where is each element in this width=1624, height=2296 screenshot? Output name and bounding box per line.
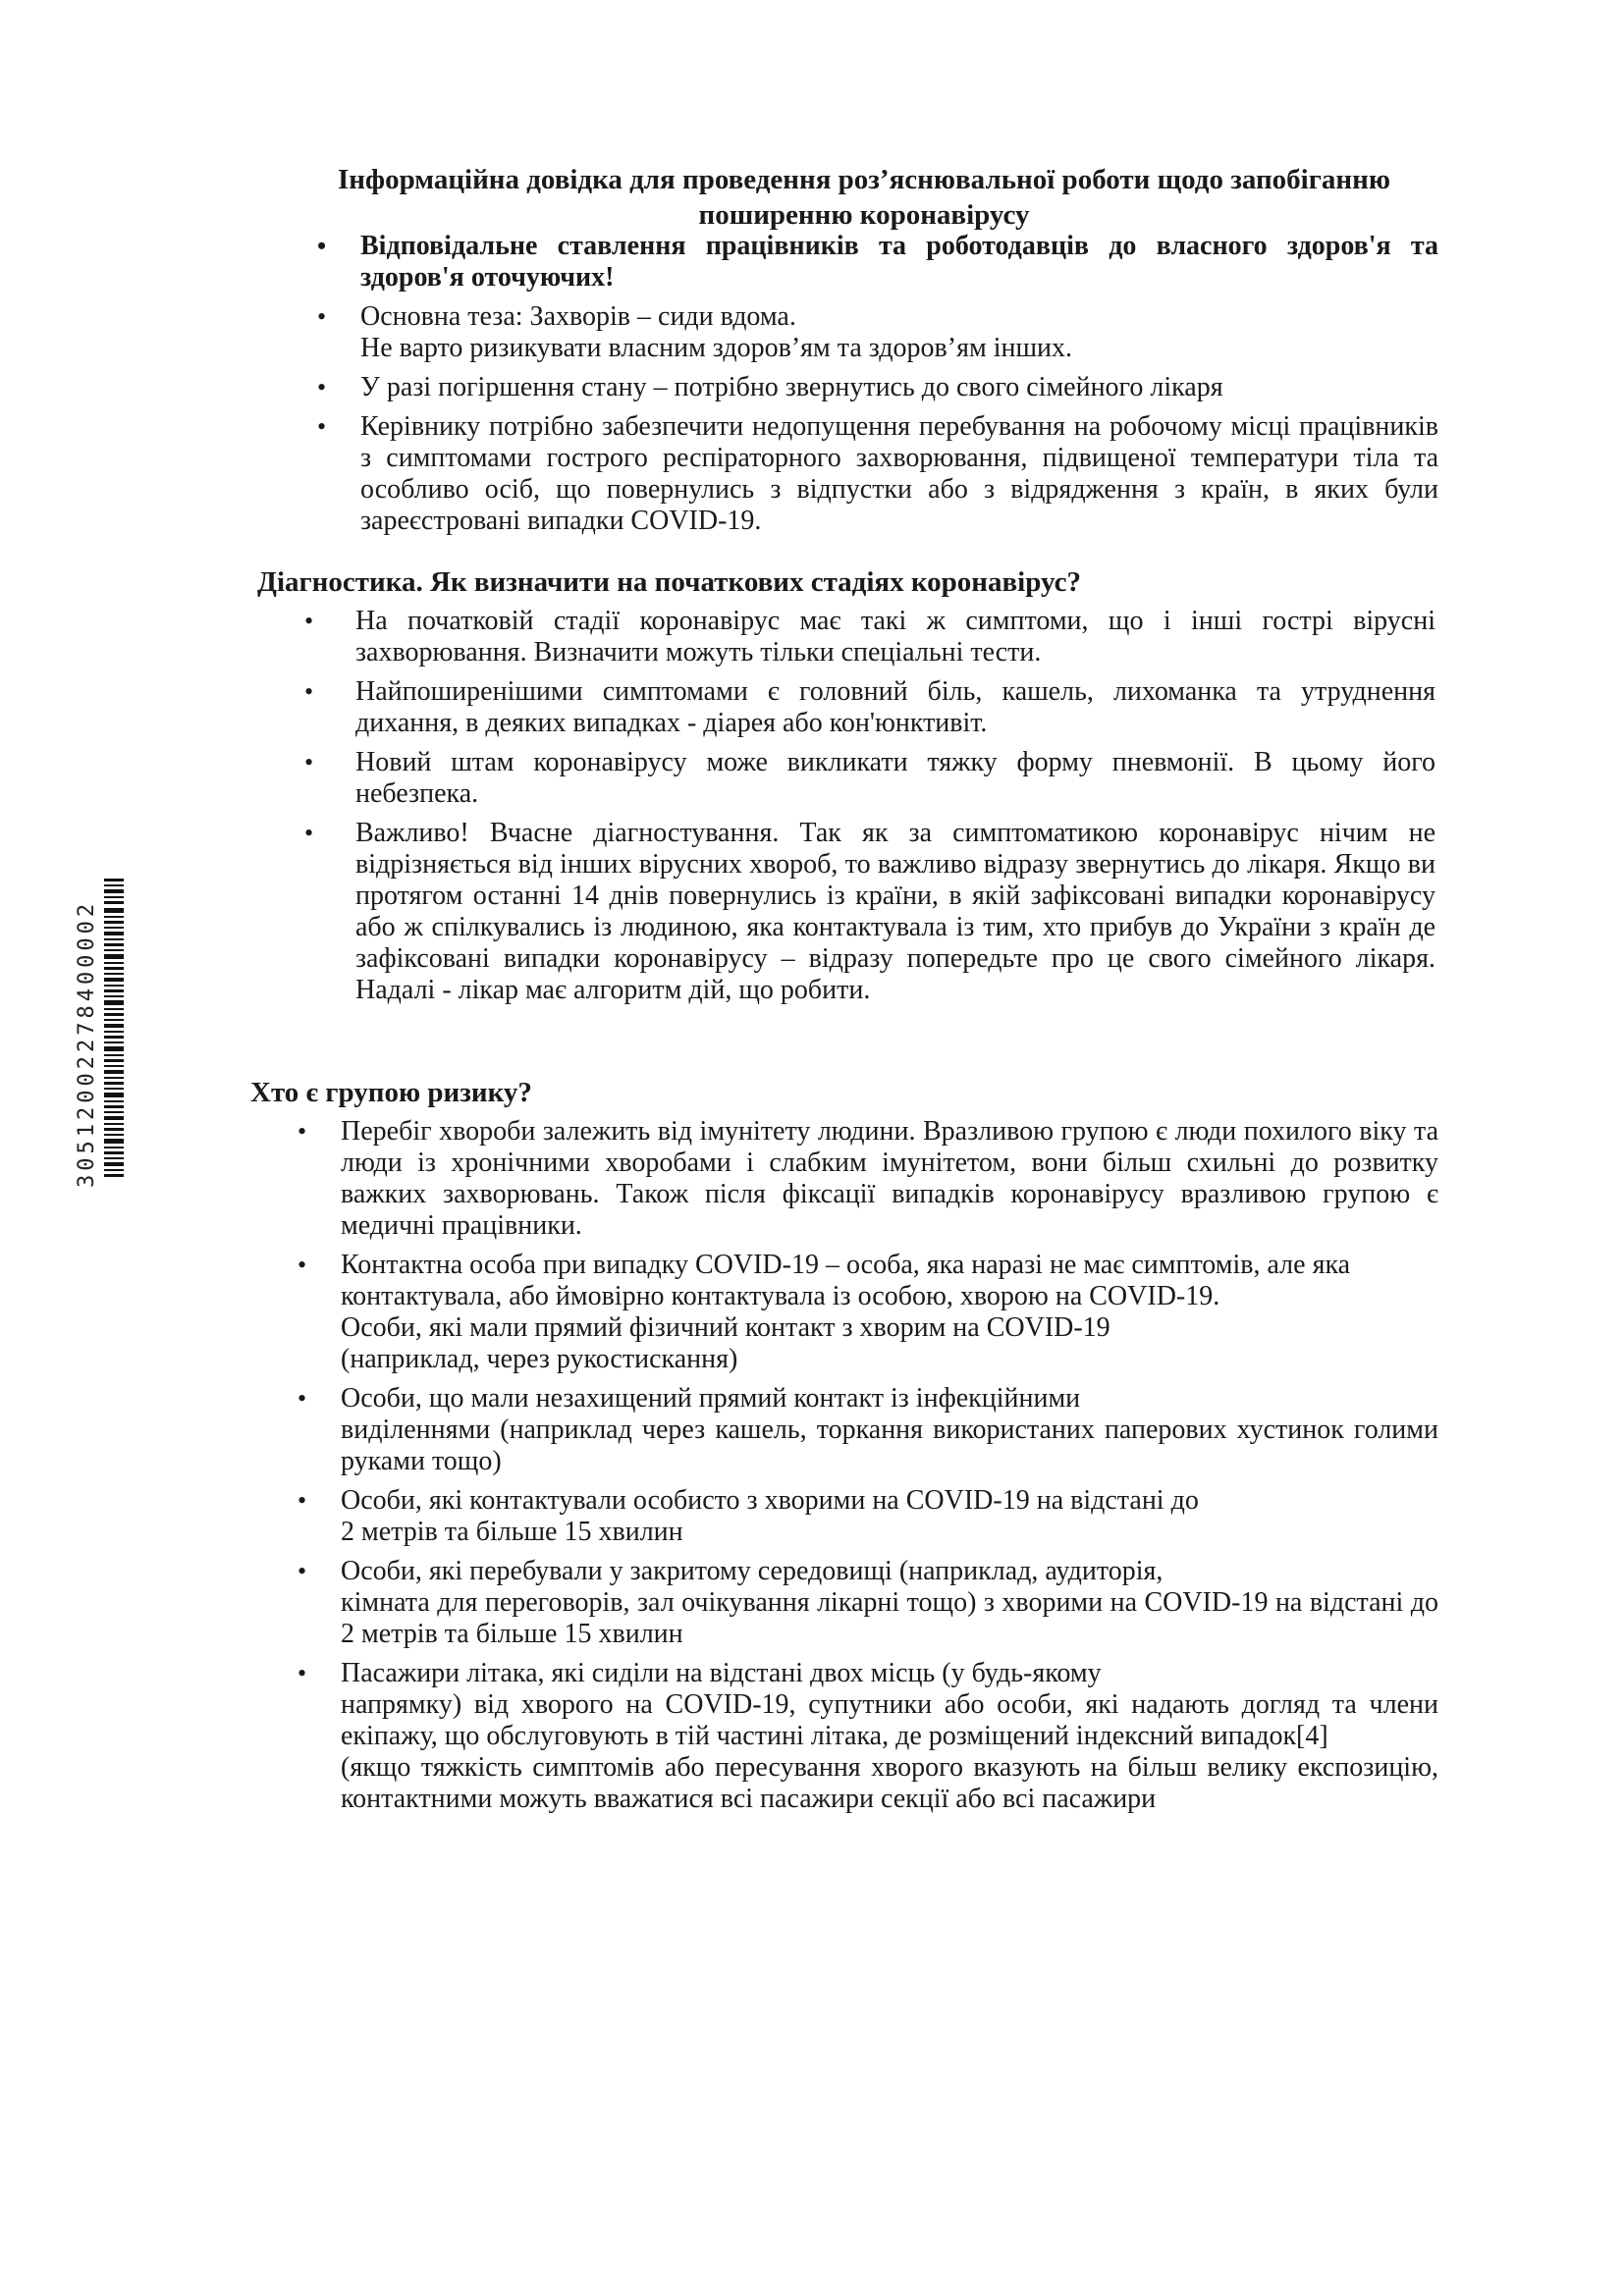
section-responsibility (309, 231, 1438, 545)
bullet-icon: • (298, 1384, 307, 1413)
list-item (250, 1250, 1438, 1375)
bullet-icon: • (298, 1659, 307, 1687)
bullet-icon: • (304, 748, 314, 776)
list-item-text: Контактна особа при випадку COVID-19 – особа, яка наразі не має симптомів, але яка (341, 1250, 1351, 1280)
section-diagnostics (257, 564, 1435, 1014)
list-item (257, 818, 1435, 1006)
bullet-icon: • (298, 1251, 307, 1279)
section-heading: Діагностика. Як визначити на початкових стадіях коронавірус? (257, 566, 1081, 598)
list-item (250, 1485, 1438, 1548)
list-item-text: (наприклад, через рукостискання) (341, 1344, 738, 1374)
bullet-list (250, 1116, 1438, 1815)
list-item-text: 2 метрів та більше 15 хвилин (341, 1517, 683, 1547)
list-item (309, 411, 1438, 537)
list-item-text: Важливо! Вчасне діагностування. Так як за симптоматикою коронавірус нічим не відрізняється від інших вірусних хвороб, то важливо відразу звернутись до лікаря. Якщо ви протягом останні 14 днів повернулись із країни, в якій зафіксовані випадки коронавірусу або ж спілкувались із людиною, яка контактувала із тим, хто прибув до України з країн де зафіксовані випадки коронавірусу – відразу попередьте про це свого сімейного лікаря. Надалі - лікар має алгоритм дій, що робити. (355, 818, 1435, 1005)
document-title: Інформаційна довідка для проведення роз’яснювальної роботи щодо запобіганню поширенню коронавірусу (338, 164, 1390, 231)
list-item-text: Керівнику потрібно забезпечити недопущення перебування на робочому місці працівників з симптомами гострого респіраторного захворювання, підвищеної температури тіла та особливо осіб, що повернулись з відпустки або з відрядження з країн, в яких були зареєстровані випадки COVID-19. (360, 411, 1438, 536)
list-item-text: виділеннями (наприклад через кашель, торкання використаних паперових хустинок голими руками тощо) (341, 1415, 1438, 1476)
bullet-icon: • (298, 1117, 307, 1146)
list-item (257, 747, 1435, 810)
list-item (250, 1116, 1438, 1242)
list-item-text: Не варто ризикувати власним здоров’ям та здоров’ям інших. (360, 333, 1073, 363)
list-item-text: Відповідальне ставлення працівників та роботодавців до власного здоров'я та здоров'я оточуючих! (360, 231, 1438, 293)
list-item-text: Найпоширенішими симптомами є головний біль, кашель, лихоманка та утруднення дихання, в деяких випадках - діарея або кон'юнктивіт. (355, 676, 1435, 738)
list-item (309, 231, 1438, 294)
list-item (257, 606, 1435, 668)
list-item-text: напрямку) від хворого на COVID-19, супутники або особи, які надають догляд та члени екіпажу, що обслуговують в тій частині літака, де розміщений індексний випадок[4] (341, 1689, 1438, 1751)
section-heading: Хто є групою ризику? (250, 1077, 532, 1108)
list-item-text: Особи, які перебували у закритому середовищі (наприклад, аудиторія, (341, 1556, 1164, 1586)
bullet-list (257, 606, 1435, 1006)
list-item (309, 301, 1438, 364)
bullet-list (309, 231, 1438, 537)
list-item-text: Особи, що мали незахищений прямий контакт із інфекційними (341, 1383, 1081, 1414)
list-item-text: кімната для переговорів, зал очікування лікарні тощо) з хворими на COVID-19 на відстані до 2 метрів та більше 15 хвилин (341, 1587, 1438, 1649)
list-item-text: Особи, які контактували особисто з хворими на COVID-19 на відстані до (341, 1485, 1199, 1516)
list-item-text: Перебіг хвороби залежить від імунітету людини. Вразливою групою є люди похилого віку та люди із хронічними хворобами і слабким імунітетом, вони більш схильні до розвитку важких захворювань. Також після фіксації випадків коронавірусу вразливою групою є медичні працівники. (341, 1116, 1438, 1241)
list-item-text: Новий штам коронавірусу може викликати тяжку форму пневмонії. В цьому його небезпека. (355, 747, 1435, 809)
bullet-icon: • (304, 677, 314, 706)
list-item-text: Пасажири літака, які сиділи на відстані двох місць (у будь-якому (341, 1658, 1102, 1688)
list-item (250, 1658, 1438, 1815)
list-item (257, 676, 1435, 739)
bullet-icon: • (298, 1486, 307, 1515)
list-item-text: У разі погіршення стану – потрібно звернутись до свого сімейного лікаря (360, 372, 1223, 402)
list-item-text: (якщо тяжкість симптомів або пересування хворого вказують на більш велику експозицію, контактними можуть вважатися всі пасажири секції або всі пасажири (341, 1752, 1438, 1814)
list-item (309, 372, 1438, 403)
bullet-icon: • (304, 819, 314, 847)
list-item (250, 1556, 1438, 1650)
list-item-text: На початковій стадії коронавірус має такі ж симптоми, що і інші гострі вірусні захворювання. Визначити можуть тільки спеціальні тести. (355, 606, 1435, 667)
barcode-number: 30512002278400002 (75, 899, 99, 1188)
bullet-icon: • (317, 412, 327, 441)
bullet-icon: • (317, 373, 327, 401)
section-risk-group (250, 1075, 1438, 1823)
bullet-icon: • (317, 232, 327, 260)
bullet-icon: • (304, 607, 314, 635)
list-item-text: Особи, які мали прямий фізичний контакт з хворим на COVID-19 (341, 1312, 1110, 1343)
list-item-text: Основна теза: Захворів – сиди вдома. (360, 301, 796, 332)
list-item (250, 1383, 1438, 1477)
bullet-icon: • (317, 302, 327, 331)
bullet-icon: • (298, 1557, 307, 1585)
list-item-text: контактувала, або ймовірно контактувала із особою, хворою на COVID-19. (341, 1281, 1220, 1311)
